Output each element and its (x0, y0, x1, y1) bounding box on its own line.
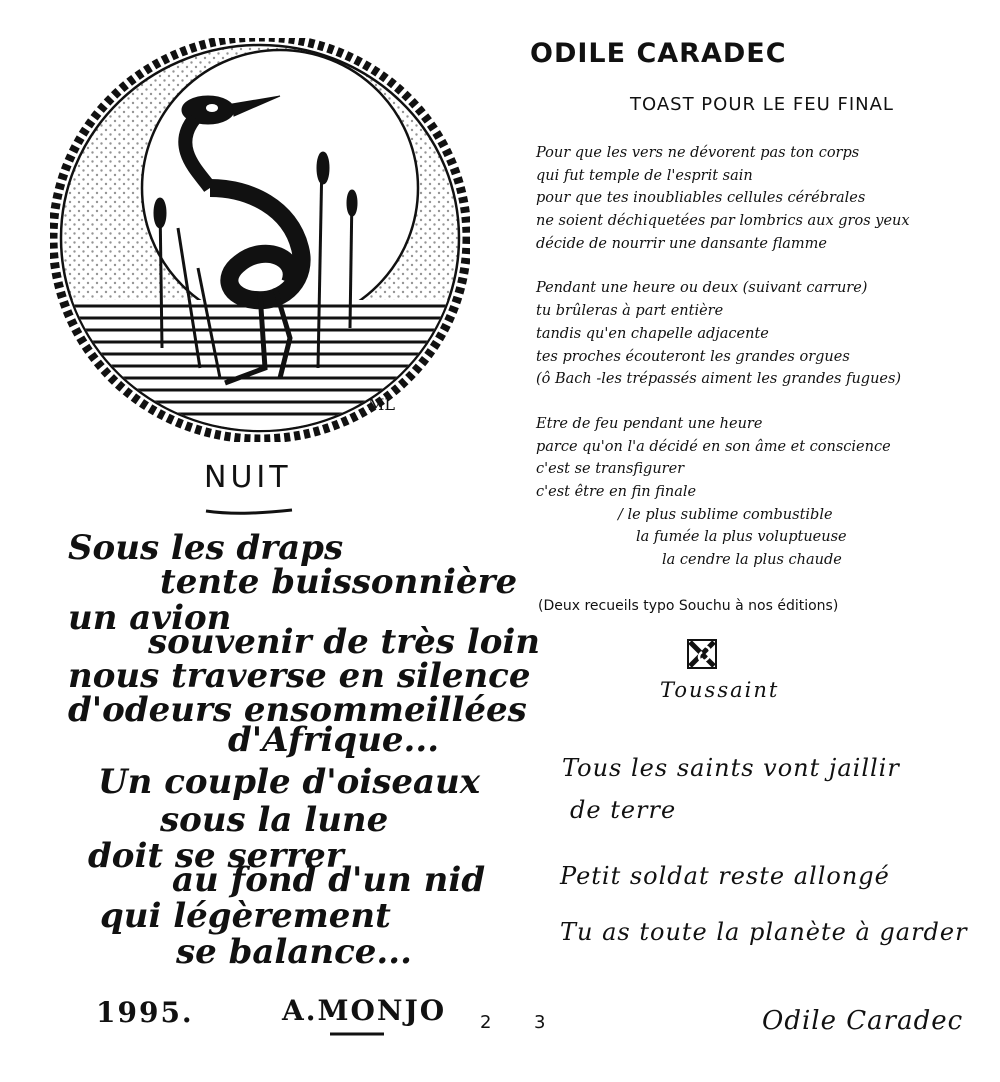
author-signature-monjo: A.MONJO (282, 994, 447, 1027)
poem-line: (ô Bach -les trépassés aiment les grandes fugues) (536, 371, 902, 388)
author-signature-caradec: Odile Caradec (762, 1006, 964, 1036)
nuit-line: d'odeurs ensommeillées (68, 690, 527, 730)
poem-line: parce qu'on l'a décidé en son âme et conscience (536, 438, 891, 455)
publication-note: (Deux recueils typo Souchu à nos éditions) (538, 598, 839, 614)
stanza-gap (536, 391, 910, 413)
poem-line: Pour que les vers ne dévorent pas ton corps (536, 145, 860, 161)
stanza-gap (536, 255, 910, 277)
poem-line: pour que tes inoubliables cellules cérébrales (536, 190, 866, 207)
toast-poem (536, 142, 910, 572)
poem-line: tes proches écouteront les grandes orgues (536, 348, 850, 365)
nuit-line: se balance... (176, 932, 412, 972)
nuit-line: au fond d'un nid (172, 860, 486, 900)
author-name: ODILE CARADEC (530, 38, 787, 69)
nuit-title: NUIT (204, 460, 292, 495)
nuit-line: qui légèrement (100, 896, 391, 936)
nuit-line: tente buissonnière (160, 562, 518, 602)
nuit-line: doit se serrer (88, 836, 344, 876)
nuit-title-underline (204, 505, 294, 517)
nuit-line: un avion (68, 598, 232, 638)
poem-line: tandis qu'en chapelle adjacente (536, 325, 769, 342)
nuit-line: d'Afrique... (228, 720, 440, 760)
page-number-left: 2 (480, 1012, 492, 1033)
nuit-line: nous traverse en silence (68, 656, 531, 696)
poem-year: 1995. (96, 996, 194, 1029)
nuit-line: souvenir de très loin (148, 622, 541, 662)
poem-line: tu brûleras à part entière (536, 303, 724, 320)
toussaint-line: Tu as toute la planète à garder (560, 918, 968, 946)
toussaint-line: Tous les saints vont jaillir (562, 754, 900, 782)
toast-poem-title: TOAST POUR LE FEU FINAL (630, 94, 894, 115)
poem-line: Etre de feu pendant une heure (536, 415, 763, 432)
poem-line: ne soient déchiquetées par lombrics aux gros yeux (536, 213, 910, 230)
poem-line: / le plus sublime combustible (618, 506, 833, 523)
emblem-monogram: ML (368, 395, 396, 414)
poem-line: qui fut temple de l'esprit sain (536, 167, 753, 184)
poem-line: la cendre la plus chaude (662, 552, 842, 568)
toussaint-line: de terre (570, 796, 677, 824)
publisher-logo-icon (686, 638, 718, 670)
nuit-line: Un couple d'oiseaux (98, 762, 481, 802)
poem-line: c'est se transfigurer (536, 461, 685, 478)
nuit-line: Sous les draps (68, 528, 344, 568)
page-number-right: 3 (534, 1012, 546, 1033)
signature-underline (328, 1030, 388, 1038)
toussaint-line: Petit soldat reste allongé (560, 862, 890, 890)
poem-line: c'est être en fin finale (536, 483, 697, 500)
moon (142, 50, 418, 326)
nuit-line: sous la lune (160, 800, 389, 840)
heron-moon-emblem (50, 38, 470, 442)
toussaint-title: Toussaint (660, 678, 780, 702)
right-page (500, 0, 1000, 1082)
poem-line: la fumée la plus voluptueuse (636, 529, 847, 546)
poem-line: décide de nourrir une dansante flamme (536, 235, 827, 252)
poem-line: Pendant une heure ou deux (suivant carrure) (536, 280, 868, 297)
